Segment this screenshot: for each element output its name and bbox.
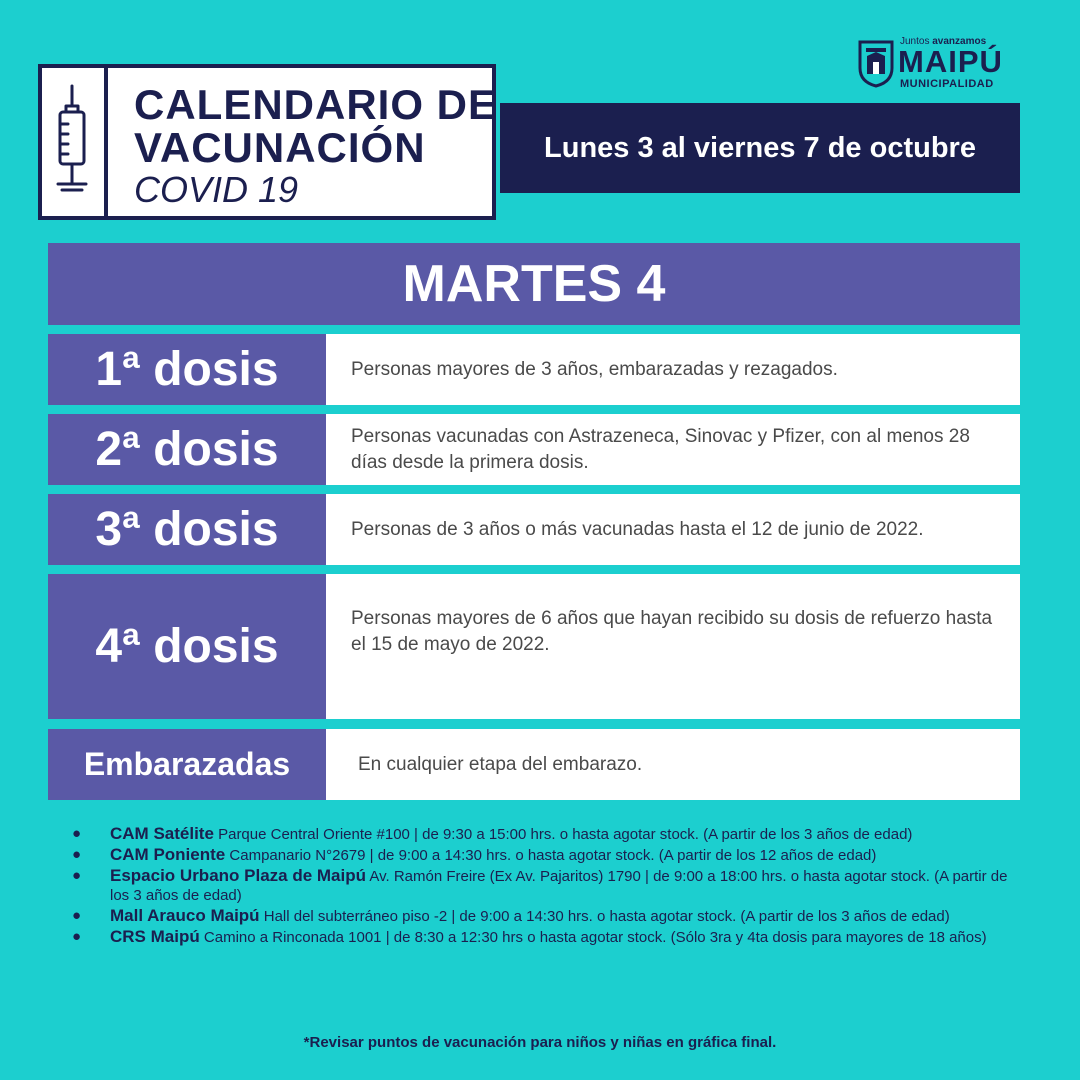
dose-row-4 — [48, 574, 1020, 719]
dose-description: Personas de 3 años o más vacunadas hasta el 12 de junio de 2022. — [326, 494, 1020, 565]
title-line-1: CALENDARIO DE — [134, 81, 498, 128]
vaccination-sites-list — [70, 824, 1020, 948]
site-name: CAM Satélite — [110, 824, 214, 843]
dose-description: En cualquier etapa del embarazo. — [326, 729, 1020, 800]
dose-row-3 — [48, 494, 1020, 565]
day-title: MARTES 4 — [48, 243, 1020, 325]
date-range-banner: Lunes 3 al viernes 7 de octubre — [500, 103, 1020, 193]
dose-label: 1ª dosis — [48, 334, 326, 405]
maipu-logo — [858, 36, 1018, 94]
dose-row-1 — [48, 334, 1020, 405]
site-details: Av. Ramón Freire (Ex Av. Pajaritos) 1790 | de 9:00 a 18:00 hrs. o hasta agotar stock. (A partir de los 3 años de edad) — [110, 868, 1008, 904]
bullet: ● — [72, 846, 82, 863]
shield-crest-icon — [858, 38, 894, 88]
dose-description: Personas vacunadas con Astrazeneca, Sinovac y Pfizer, con al menos 28 días desde la primera dosis. — [326, 414, 1020, 485]
site-name: CAM Poniente — [110, 845, 226, 864]
list-item — [70, 824, 1020, 844]
list-item — [70, 845, 1020, 865]
bullet: ● — [72, 928, 82, 945]
list-item — [70, 906, 1020, 926]
footnote: *Revisar puntos de vacunación para niños y niñas en gráfica final. — [303, 1034, 777, 1051]
site-name: Mall Arauco Maipú — [110, 906, 260, 925]
dose-row-2 — [48, 414, 1020, 485]
dose-label: 2ª dosis — [48, 414, 326, 485]
bullet: ● — [72, 825, 82, 842]
site-details: Parque Central Oriente #100 | de 9:30 a 15:00 hrs. o hasta agotar stock. (A partir de los 3 años de edad) — [218, 826, 913, 843]
dose-label: 4ª dosis — [48, 574, 326, 719]
dose-description: Personas mayores de 6 años que hayan recibido su dosis de refuerzo hasta el 15 de mayo de 2022. — [326, 574, 1020, 719]
bullet: ● — [72, 867, 82, 884]
bullet: ● — [72, 907, 82, 924]
syringe-icon — [52, 84, 92, 202]
title-line-3: COVID 19 — [134, 169, 299, 210]
site-name: Espacio Urbano Plaza de Maipú — [110, 866, 367, 885]
list-item — [70, 927, 1020, 947]
dose-description: Personas mayores de 3 años, embarazadas y rezagados. — [326, 334, 1020, 405]
title-line-2: VACUNACIÓN — [134, 124, 426, 171]
site-details: Campanario N°2679 | de 9:00 a 14:30 hrs. o hasta agotar stock. (A partir de los 12 años de edad) — [229, 847, 877, 864]
brand-subtitle: MUNICIPALIDAD — [900, 78, 994, 90]
site-details: Camino a Rinconada 1001 | de 8:30 a 12:30 hrs o hasta agotar stock. (Sólo 3ra y 4ta dosis para mayores de 18 años) — [203, 929, 987, 946]
dose-row-pregnant — [48, 729, 1020, 800]
brand-slogan: Juntos avanzamos — [900, 36, 987, 47]
site-details: Hall del subterráneo piso -2 | de 9:00 a 14:30 hrs. o hasta agotar stock. (A partir de los 3 años de edad) — [263, 908, 950, 925]
site-name: CRS Maipú — [110, 927, 200, 946]
title-box — [38, 64, 496, 220]
dose-label: Embarazadas — [48, 729, 326, 800]
brand-name: MAIPÚ — [898, 44, 1003, 79]
list-item — [70, 866, 1020, 905]
syringe-icon-cell — [42, 68, 108, 216]
dose-label: 3ª dosis — [48, 494, 326, 565]
